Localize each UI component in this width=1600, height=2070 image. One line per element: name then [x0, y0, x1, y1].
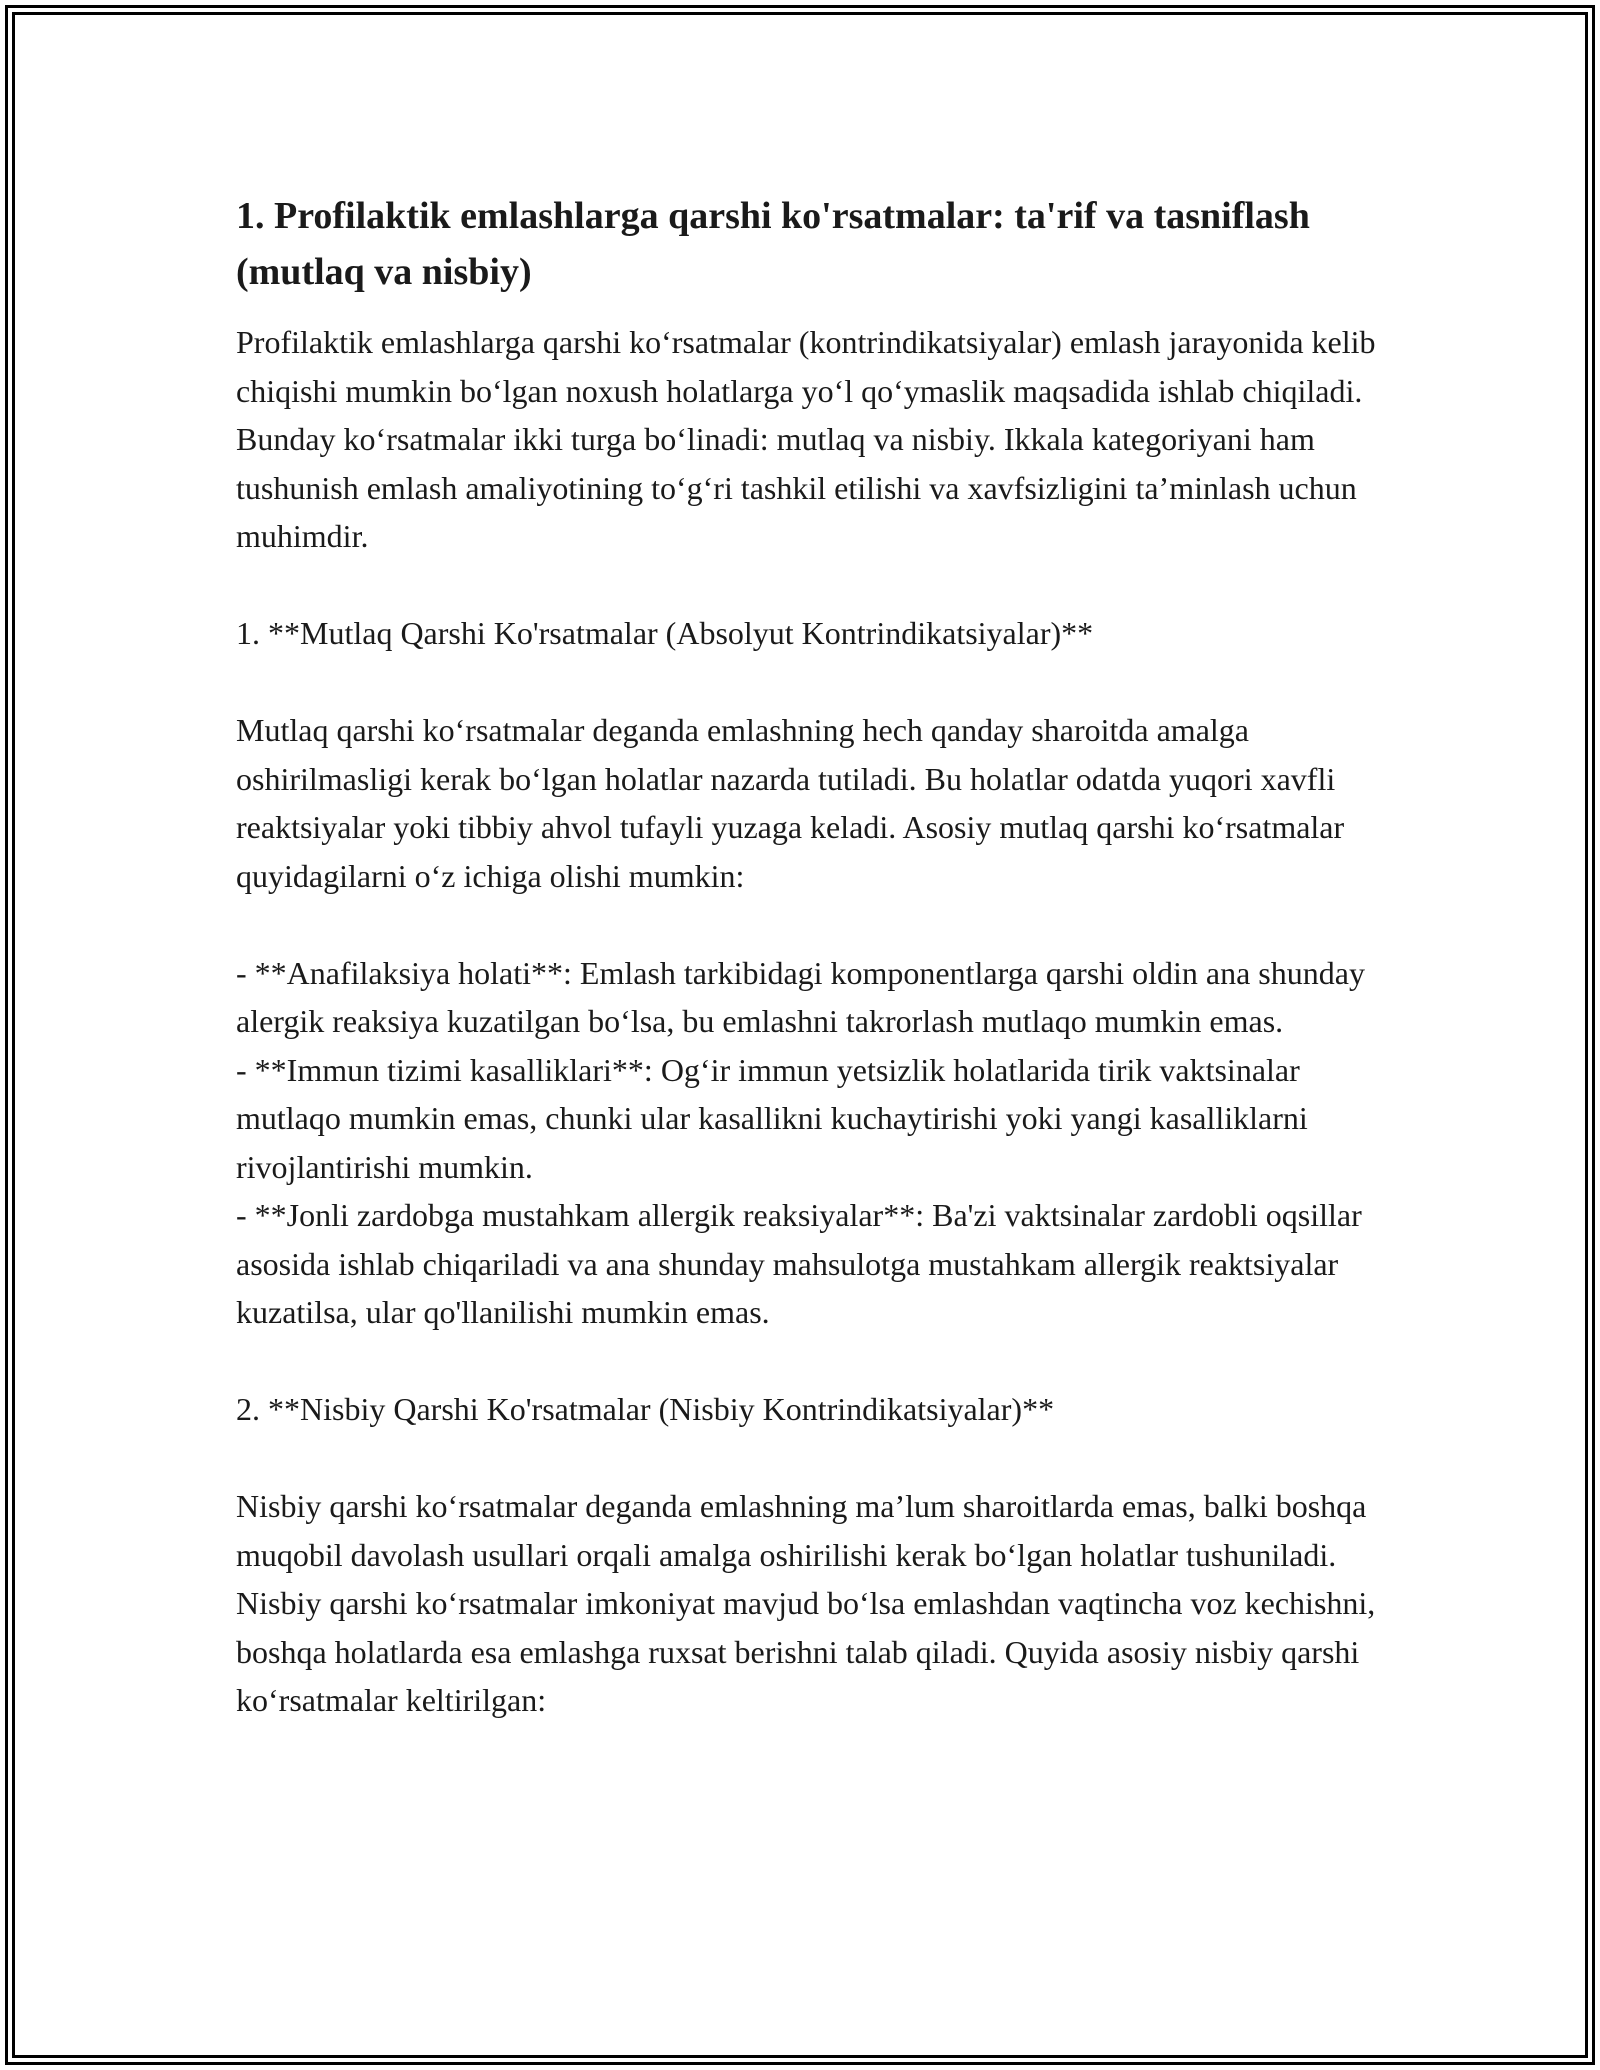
list-item-anaphylaxis: - **Anafilaksiya holati**: Emlash tarkibidagi komponentlarga qarshi oldin ana shunday alergik reaksiya kuzatilgan bo‘lsa, bu emlashni takrorlash mutlaqo mumkin emas. — [236, 954, 1365, 1039]
list-item-serum-allergy: - **Jonli zardobga mustahkam allergik reaksiyalar**: Ba'zi vaktsinalar zardobli oqsillar asosida ishlab chiqariladi va ana shunday mahsulotga mustahkam allergik reaktsiyalar kuzatilsa, ular qo'llanilishi mumkin emas. — [236, 1197, 1362, 1330]
intro-paragraph: Profilaktik emlashlarga qarshi ko‘rsatmalar (kontrindikatsiyalar) emlash jarayonida kelib chiqishi mumkin bo‘lgan noxush holatlarga yo‘l qo‘ymaslik maqsadida ishlab chiqiladi. Bunday ko‘rsatmalar ikki turga bo‘linadi: mutlaq va nisbiy. Ikkala kategoriyani ham tushunish emlash amaliyotining to‘g‘ri tashkil etilishi va xavfsizligini ta’minlash uchun muhimdir. — [236, 324, 1376, 554]
section1-paragraph: Mutlaq qarshi ko‘rsatmalar deganda emlashning hech qanday sharoitda amalga oshirilmasligi kerak bo‘lgan holatlar nazarda tutiladi. Bu holatlar odatda yuqori xavfli reaktsiyalar yoki tibbiy ahvol tufayli yuzaga keladi. Asosiy mutlaq qarshi ko‘rsatmalar quyidagilarni o‘z ichiga olishi mumkin: — [236, 712, 1345, 894]
section2-paragraph: Nisbiy qarshi ko‘rsatmalar deganda emlashning ma’lum sharoitlarda emas, balki boshqa muqobil davolash usullari orqali amalga oshirilishi kerak bo‘lgan holatlar tushuniladi. Nisbiy qarshi ko‘rsatmalar imkoniyat mavjud bo‘lsa emlashdan vaqtincha voz kechishni, boshqa holatlarda esa emlashga ruxsat berishni talab qiladi. Quyida asosiy nisbiy qarshi ko‘rsatmalar keltirilgan: — [236, 1488, 1376, 1718]
paragraph-spacer — [236, 900, 1386, 949]
section1-heading: 1. **Mutlaq Qarshi Ko'rsatmalar (Absolyut Kontrindikatsiyalar)** — [236, 615, 1094, 651]
section2-heading: 2. **Nisbiy Qarshi Ko'rsatmalar (Nisbiy Kontrindikatsiyalar)** — [236, 1391, 1055, 1427]
document-body — [236, 188, 1386, 1725]
document-title: 1. Profilaktik emlashlarga qarshi ko'rsatmalar: ta'rif va tasniflash (mutlaq va nisbiy) — [236, 195, 1310, 293]
paragraph-spacer — [236, 561, 1386, 610]
paragraph-spacer — [236, 1337, 1386, 1386]
paragraph-spacer — [236, 658, 1386, 707]
list-item-immune-disease: - **Immun tizimi kasalliklari**: Og‘ir immun yetsizlik holatlarida tirik vaktsinalar mutlaqo mumkin emas, chunki ular kasallikni kuchaytirishi yoki yangi kasalliklarni rivojlantirishi mumkin. — [236, 1051, 1308, 1185]
paragraph-spacer — [236, 1434, 1386, 1483]
